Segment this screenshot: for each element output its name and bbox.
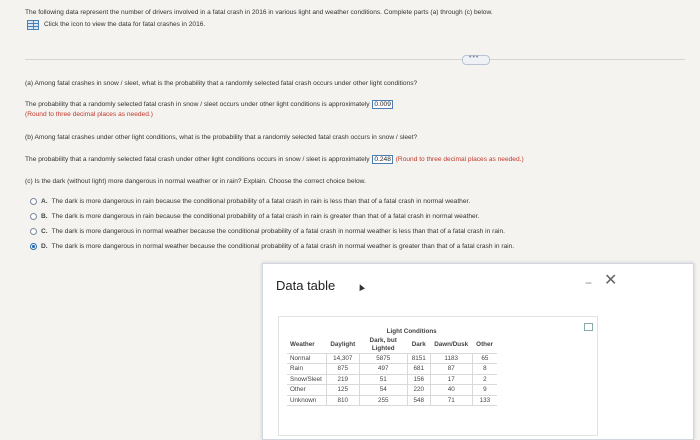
table-cell: 548 (407, 395, 430, 406)
data-table-modal (262, 263, 694, 440)
data-link-text[interactable]: Click the icon to view the data for fatal crashes in 2016. (44, 21, 206, 28)
choice-c[interactable] (30, 228, 505, 235)
radio-d-selected[interactable] (30, 243, 37, 250)
header-daylight: Daylight (330, 341, 356, 348)
table-row (287, 385, 497, 396)
radio-b[interactable] (30, 213, 37, 220)
header-dark: Dark (411, 341, 426, 348)
data-table-container (278, 316, 598, 436)
row-label: Snow/Sleet (287, 374, 326, 385)
table-cell: 255 (359, 395, 407, 406)
radio-a[interactable] (30, 198, 37, 205)
part-a-answer-text: The probability that a randomly selected fatal crash in snow / sleet occurs under other light conditions is approximately (25, 101, 370, 108)
table-cell: 497 (359, 364, 407, 375)
choice-a[interactable] (30, 198, 470, 205)
part-b-question: (b) Among fatal crashes under other light conditions, what is the probability that a randomly selected fatal crash occurs in snow / sleet? (25, 134, 418, 141)
header-dawn-dusk: Dawn/Dusk (434, 341, 469, 348)
copy-icon[interactable] (584, 323, 593, 331)
table-cell: 1183 (430, 353, 472, 364)
part-c-question: (c) Is the dark (without light) more dangerous in normal weather or in rain? Explain. Choose the correct choice below. (25, 178, 366, 185)
problem-intro (25, 7, 493, 31)
table-cell: 14,307 (326, 353, 359, 364)
table-cell: 2 (472, 374, 497, 385)
radio-c[interactable] (30, 228, 37, 235)
choice-d-text: The dark is more dangerous in normal weather because the conditional probability of a fatal crash in normal weather is greater than that of a fatal crash in rain. (51, 243, 515, 250)
part-b-answer-box[interactable]: 0.248 (374, 156, 391, 163)
part-a-answer (25, 100, 394, 109)
choice-a-text: The dark is more dangerous in rain because the conditional probability of a fatal crash in rain is less than that of a fatal crash in normal weather. (51, 198, 471, 205)
row-label: Other (287, 385, 326, 396)
part-b-answer (25, 155, 524, 164)
part-a-answer-box[interactable]: 0.009 (374, 101, 391, 108)
choice-c-text: The dark is more dangerous in normal weather because the conditional probability of a fatal crash in normal weather is less than that of a fatal crash in rain. (51, 228, 505, 235)
section-divider (25, 59, 685, 60)
part-a-hint: (Round to three decimal places as needed.) (25, 111, 153, 118)
table-cell: 65 (472, 353, 497, 364)
table-row (287, 395, 497, 406)
choice-c-letter: C. (41, 228, 48, 235)
header-weather: Weather (290, 341, 315, 348)
header-dark-lighted: Dark, but Lighted (369, 336, 397, 352)
table-icon[interactable] (27, 20, 39, 30)
intro-text: The following data represent the number of drivers involved in a fatal crash in 2016 in various light and weather conditions. Complete parts (a) through (c) below. (25, 9, 493, 16)
table-cell: 125 (326, 385, 359, 396)
table-cell: 17 (430, 374, 472, 385)
table-row (287, 374, 497, 385)
table-cell: 87 (430, 364, 472, 375)
table-row (287, 353, 497, 364)
choice-d-letter: D. (41, 243, 48, 250)
table-cell: 220 (407, 385, 430, 396)
table-cell: 9 (472, 385, 497, 396)
table-cell: 54 (359, 385, 407, 396)
table-row (287, 364, 497, 375)
table-cell: 8151 (407, 353, 430, 364)
group-header: Light Conditions (386, 328, 437, 336)
table-cell: 156 (407, 374, 430, 385)
modal-title: Data table (276, 278, 336, 293)
table-cell: 40 (430, 385, 472, 396)
table-cell: 133 (472, 395, 497, 406)
row-label: Normal (287, 353, 326, 364)
choice-a-letter: A. (41, 198, 48, 205)
minimize-icon[interactable]: − (585, 276, 593, 290)
close-icon[interactable]: ✕ (604, 272, 618, 289)
part-b-hint: (Round to three decimal places as needed.) (395, 156, 524, 163)
choice-b-letter: B. (41, 213, 48, 220)
part-a-question: (a) Among fatal crashes in snow / sleet, what is the probability that a randomly selected fatal crash occurs under other light conditions? (25, 80, 418, 87)
choice-d[interactable] (30, 243, 514, 250)
table-cell: 8 (472, 364, 497, 375)
expand-dots-button[interactable] (462, 55, 490, 65)
choice-b[interactable] (30, 213, 479, 220)
table-cell: 681 (407, 364, 430, 375)
part-b-answer-text: The probability that a randomly selected fatal crash under other light conditions occurs in snow / sleet is approximately (25, 156, 370, 163)
row-label: Unknown (287, 395, 326, 406)
data-link-row[interactable] (25, 19, 493, 31)
table-cell: 875 (326, 364, 359, 375)
table-cell: 5875 (359, 353, 407, 364)
table-cell: 219 (326, 374, 359, 385)
table-cell: 51 (359, 374, 407, 385)
header-other: Other (476, 341, 493, 348)
choice-b-text: The dark is more dangerous in rain because the conditional probability of a fatal crash in rain is greater than that of a fatal crash in normal weather. (51, 213, 480, 220)
data-table (287, 327, 497, 406)
table-cell: 810 (326, 395, 359, 406)
row-label: Rain (287, 364, 326, 375)
table-cell: 71 (430, 395, 472, 406)
